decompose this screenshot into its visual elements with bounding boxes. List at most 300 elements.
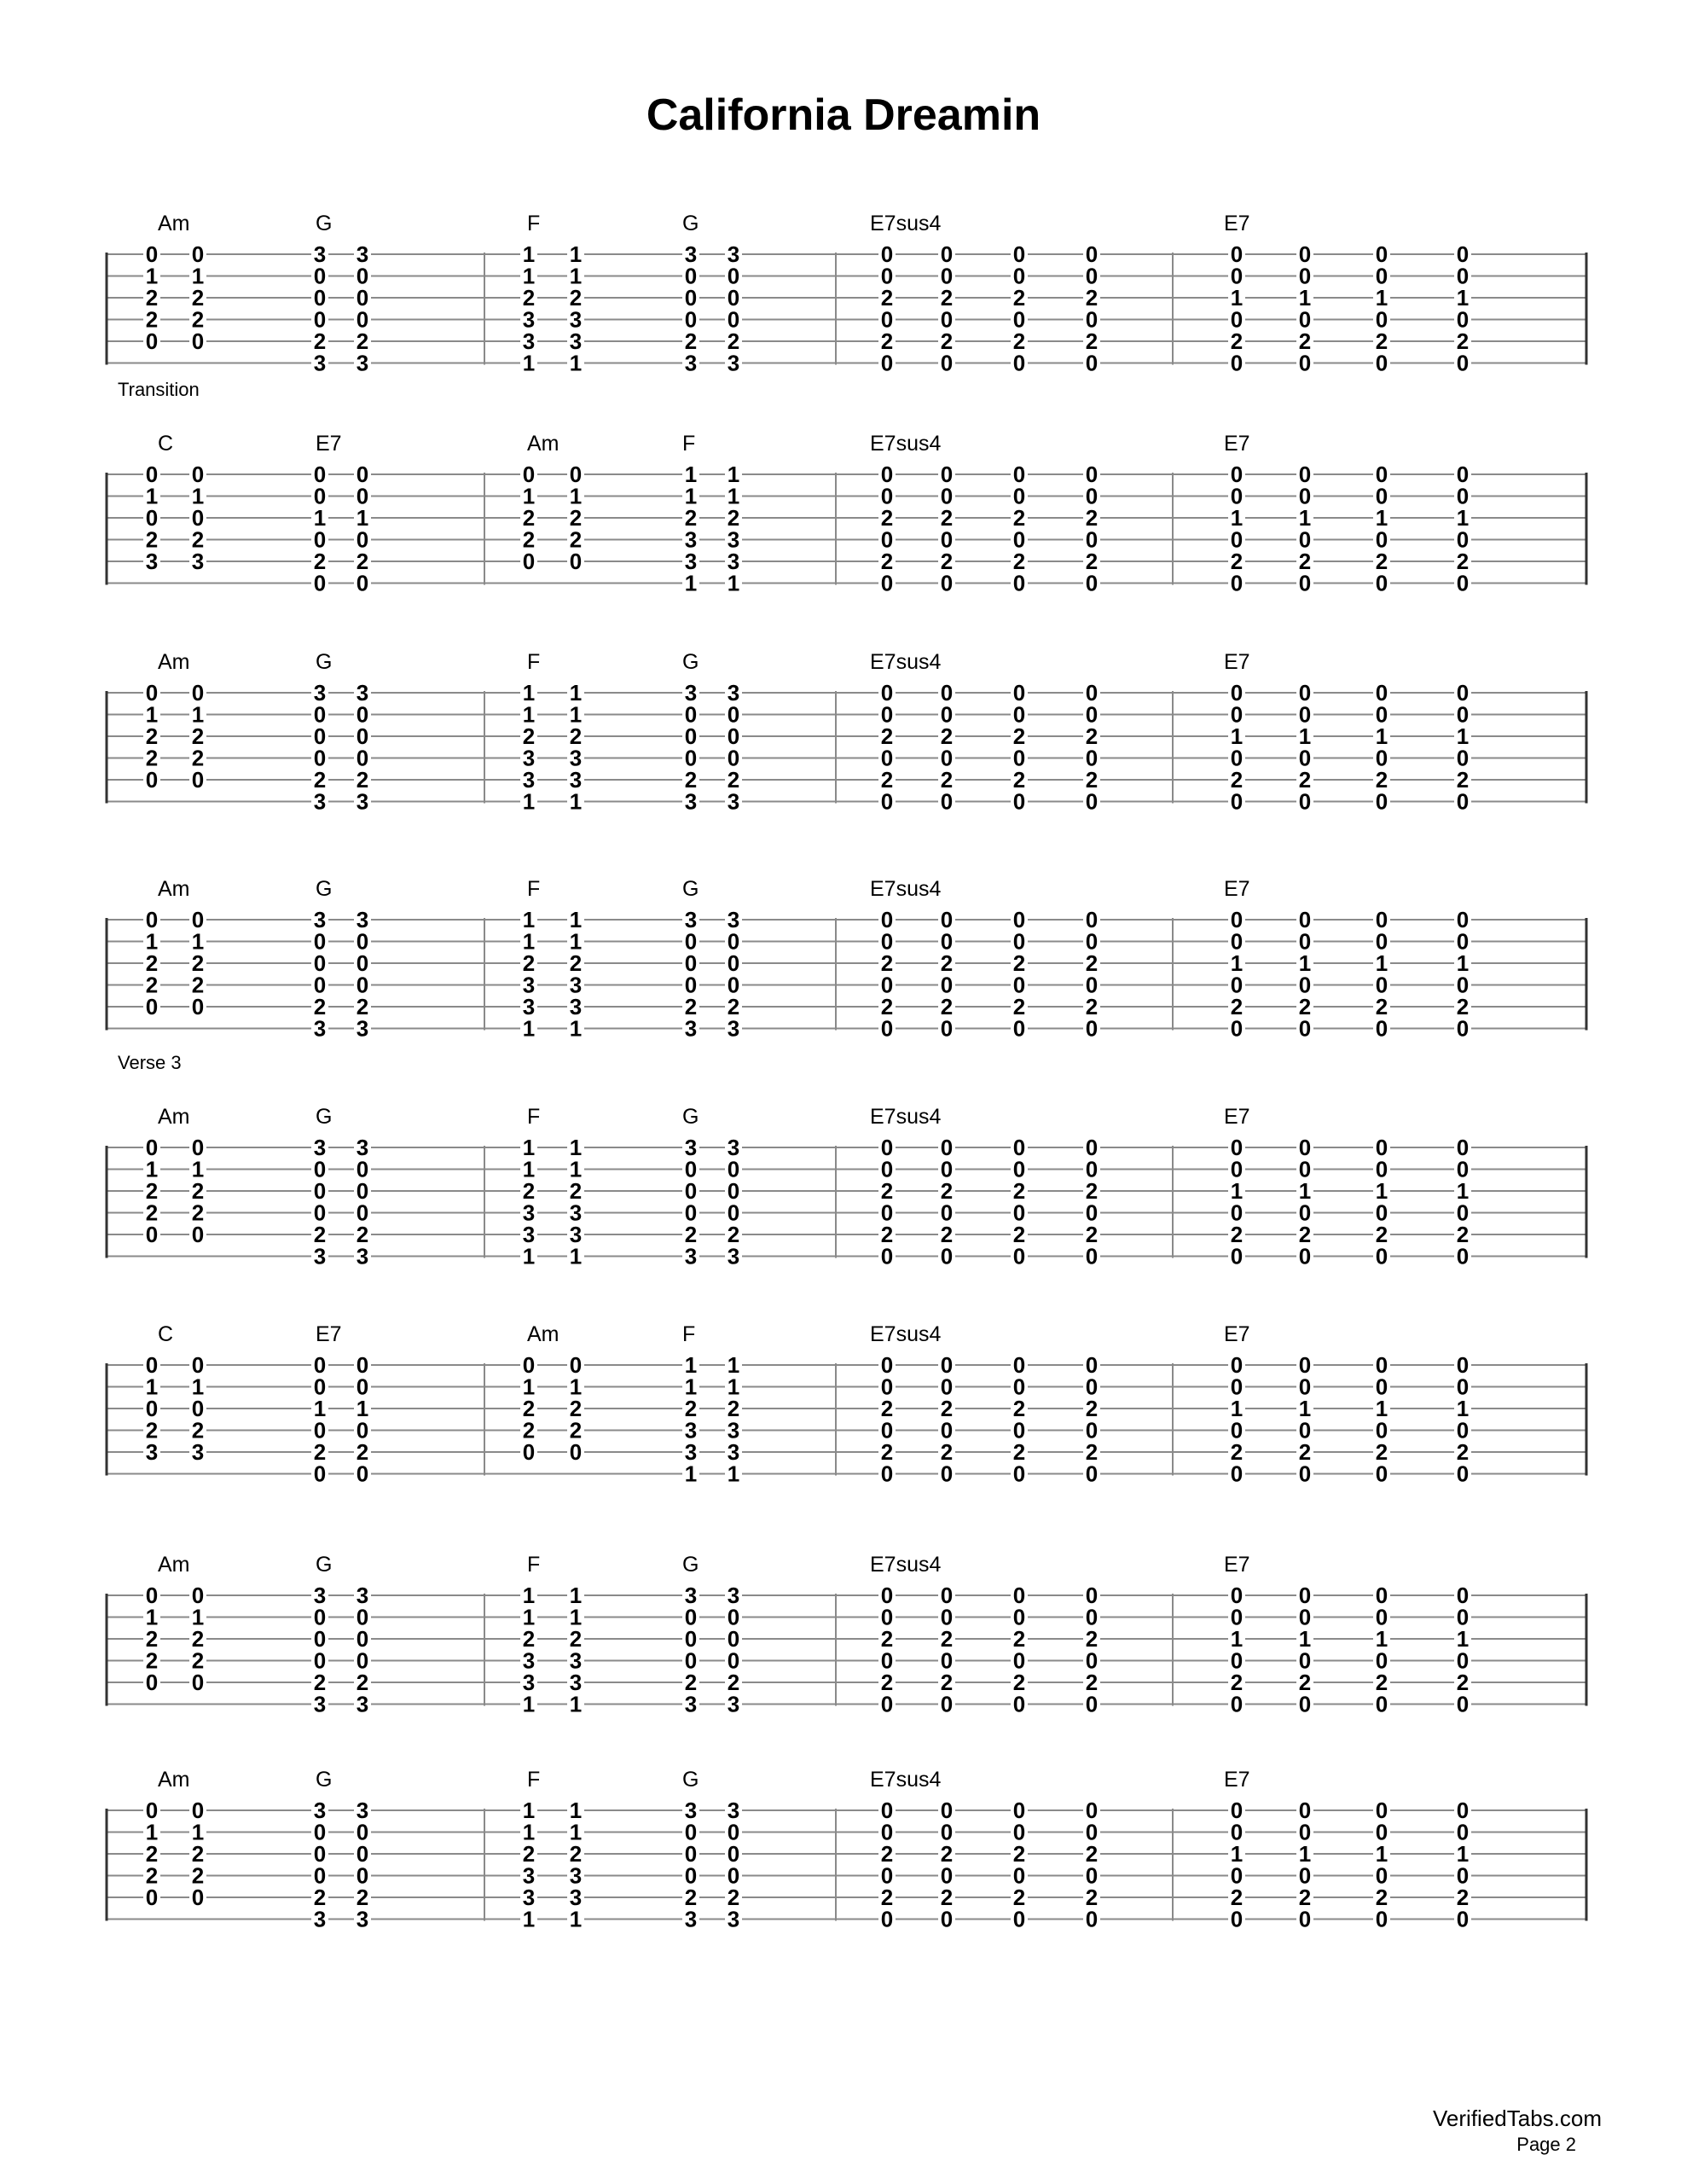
fret-number: 0 <box>880 1604 894 1630</box>
fret-number: 0 <box>1012 788 1026 815</box>
fret-number: 0 <box>684 1626 698 1652</box>
fret-number: 0 <box>1456 1374 1470 1400</box>
fret-number: 2 <box>1298 1670 1312 1695</box>
fret-number: 0 <box>727 1604 740 1630</box>
fret-number: 0 <box>1298 788 1312 815</box>
fret-number: 0 <box>1012 1461 1026 1487</box>
fret-number: 2 <box>569 285 583 311</box>
fret-number: 0 <box>1456 1417 1470 1443</box>
fret-number: 2 <box>684 505 698 531</box>
chord-label: G <box>682 212 699 235</box>
fret-number: 0 <box>940 1243 954 1269</box>
fret-number: 0 <box>1085 1604 1099 1630</box>
fret-number: 0 <box>191 328 205 354</box>
fret-number: 0 <box>880 462 894 487</box>
fret-number: 0 <box>1012 570 1026 596</box>
fret-number: 0 <box>1456 483 1470 509</box>
fret-number: 1 <box>522 1604 536 1630</box>
fret-number: 2 <box>1298 1222 1312 1247</box>
fret-number: 2 <box>313 767 327 793</box>
fret-number: 2 <box>1012 505 1026 531</box>
fret-number: 2 <box>356 1885 369 1910</box>
fret-number: 0 <box>313 1417 327 1443</box>
fret-number: 3 <box>727 1691 740 1717</box>
fret-number: 0 <box>356 1352 369 1378</box>
fret-number: 0 <box>940 680 954 706</box>
fret-number: 2 <box>145 1862 159 1889</box>
fret-number: 2 <box>880 1626 894 1652</box>
fret-number: 0 <box>1012 462 1026 487</box>
fret-number: 0 <box>191 462 205 487</box>
fret-number: 0 <box>1375 306 1388 333</box>
fret-number: 3 <box>356 907 369 932</box>
page-title: California Dreamin <box>646 90 1041 140</box>
fret-number: 0 <box>727 263 740 289</box>
fret-number: 0 <box>1298 1417 1312 1443</box>
fret-number: 0 <box>1230 1604 1244 1630</box>
fret-number: 0 <box>940 1647 954 1674</box>
fret-number: 2 <box>880 1670 894 1695</box>
fret-number: 0 <box>356 1841 369 1867</box>
fret-number: 0 <box>880 907 894 932</box>
fret-number: 2 <box>684 328 698 354</box>
fret-number: 0 <box>1085 1862 1099 1889</box>
fret-number: 2 <box>880 549 894 574</box>
fret-number: 0 <box>1230 1135 1244 1160</box>
fret-number: 2 <box>569 1417 583 1443</box>
fret-number: 0 <box>1085 680 1099 706</box>
fret-number: 1 <box>522 1243 536 1269</box>
fret-number: 2 <box>1456 767 1470 793</box>
fret-number: 1 <box>522 1156 536 1182</box>
fret-number: 0 <box>1456 972 1470 998</box>
fret-number: 0 <box>1012 1819 1026 1845</box>
fret-number: 2 <box>1085 1841 1099 1867</box>
fret-number: 3 <box>356 1243 369 1269</box>
fret-number: 0 <box>1298 483 1312 509</box>
fret-number: 0 <box>313 950 327 976</box>
fret-number: 1 <box>569 1819 583 1845</box>
fret-number: 0 <box>880 570 894 596</box>
fret-number: 0 <box>1012 483 1026 509</box>
fret-number: 1 <box>522 928 536 955</box>
fret-number: 3 <box>313 1583 327 1608</box>
fret-number: 3 <box>684 1798 698 1823</box>
fret-number: 2 <box>313 1439 327 1465</box>
chord-label: E7 <box>1224 1768 1250 1792</box>
fret-number: 2 <box>1085 549 1099 574</box>
fret-number: 0 <box>313 1626 327 1652</box>
fret-number: 0 <box>880 1691 894 1717</box>
fret-number: 0 <box>880 1135 894 1160</box>
fret-number: 0 <box>313 1819 327 1845</box>
fret-number: 3 <box>684 788 698 815</box>
fret-number: 0 <box>1375 1243 1388 1269</box>
fret-number: 0 <box>940 1015 954 1042</box>
fret-number: 0 <box>1230 570 1244 596</box>
fret-number: 0 <box>1012 350 1026 376</box>
fret-number: 0 <box>880 1156 894 1182</box>
fret-number: 1 <box>1230 723 1244 749</box>
fret-number: 0 <box>1085 483 1099 509</box>
fret-number: 1 <box>727 1374 740 1400</box>
fret-number: 0 <box>880 483 894 509</box>
fret-number: 1 <box>1375 1626 1388 1652</box>
fret-number: 0 <box>522 1352 536 1378</box>
fret-number: 0 <box>940 350 954 376</box>
tab-staff <box>107 212 1586 376</box>
fret-number: 0 <box>1085 241 1099 267</box>
fret-number: 0 <box>356 1647 369 1674</box>
fret-number: 2 <box>145 972 159 998</box>
fret-number: 0 <box>313 526 327 553</box>
fret-number: 0 <box>1298 972 1312 998</box>
fret-number: 0 <box>313 306 327 333</box>
fret-number: 0 <box>684 1199 698 1226</box>
chord-label: G <box>316 212 333 235</box>
fret-number: 1 <box>569 1906 583 1932</box>
fret-number: 2 <box>145 285 159 311</box>
chord-label: F <box>682 432 696 456</box>
fret-number: 0 <box>684 972 698 998</box>
fret-number: 0 <box>1230 263 1244 289</box>
fret-number: 1 <box>569 350 583 376</box>
fret-number: 0 <box>145 1670 159 1695</box>
fret-number: 0 <box>940 788 954 815</box>
fret-number: 0 <box>880 1417 894 1443</box>
fret-number: 3 <box>522 1670 536 1695</box>
fret-number: 2 <box>727 1222 740 1247</box>
fret-number: 0 <box>569 1352 583 1378</box>
fret-number: 1 <box>522 1691 536 1717</box>
fret-number: 0 <box>1375 350 1388 376</box>
fret-number: 2 <box>522 505 536 531</box>
fret-number: 0 <box>1012 972 1026 998</box>
chord-label: Am <box>527 1322 559 1346</box>
fret-number: 0 <box>940 907 954 932</box>
fret-number: 0 <box>1456 1156 1470 1182</box>
fret-number: 0 <box>1298 1906 1312 1932</box>
fret-number: 0 <box>1298 1352 1312 1378</box>
fret-number: 2 <box>1012 549 1026 574</box>
fret-number: 0 <box>1375 1604 1388 1630</box>
fret-number: 0 <box>1298 1015 1312 1042</box>
fret-number: 0 <box>1012 263 1026 289</box>
fret-number: 0 <box>1230 1691 1244 1717</box>
fret-number: 1 <box>569 928 583 955</box>
fret-number: 0 <box>191 907 205 932</box>
fret-number: 0 <box>1085 306 1099 333</box>
fret-number: 1 <box>727 1352 740 1378</box>
fret-number: 1 <box>313 1396 327 1421</box>
fret-number: 1 <box>1298 1841 1312 1867</box>
fret-number: 0 <box>1375 1417 1388 1443</box>
fret-number: 3 <box>727 788 740 815</box>
fret-number: 0 <box>1375 928 1388 955</box>
fret-number: 3 <box>356 1135 369 1160</box>
fret-number: 0 <box>1298 462 1312 487</box>
fret-number: 3 <box>569 1222 583 1247</box>
fret-number: 0 <box>1085 1243 1099 1269</box>
fret-number: 0 <box>940 1604 954 1630</box>
fret-number: 1 <box>522 1798 536 1823</box>
fret-number: 0 <box>1375 1583 1388 1608</box>
fret-number: 3 <box>684 526 698 553</box>
fret-number: 0 <box>145 1135 159 1160</box>
fret-number: 2 <box>1012 723 1026 749</box>
fret-number: 2 <box>569 1178 583 1204</box>
chord-label: Am <box>158 1553 190 1577</box>
fret-number: 0 <box>1375 1352 1388 1378</box>
fret-number: 0 <box>1375 745 1388 771</box>
fret-number: 2 <box>522 1626 536 1652</box>
fret-number: 3 <box>356 788 369 815</box>
fret-number: 0 <box>684 1647 698 1674</box>
fret-number: 1 <box>522 680 536 706</box>
fret-number: 3 <box>313 788 327 815</box>
fret-number: 0 <box>313 462 327 487</box>
chord-label: C <box>158 1322 174 1346</box>
fret-number: 3 <box>522 306 536 333</box>
fret-number: 0 <box>940 306 954 333</box>
fret-number: 2 <box>1085 994 1099 1019</box>
fret-number: 0 <box>1375 1862 1388 1889</box>
fret-number: 3 <box>522 1199 536 1226</box>
fret-number: 1 <box>569 1243 583 1269</box>
fret-number: 1 <box>1230 1626 1244 1652</box>
fret-number: 2 <box>145 1626 159 1652</box>
fret-number: 3 <box>727 1243 740 1269</box>
fret-number: 0 <box>1085 1015 1099 1042</box>
fret-number: 0 <box>727 1199 740 1226</box>
fret-number: 0 <box>684 1862 698 1889</box>
fret-number: 2 <box>1085 1670 1099 1695</box>
fret-number: 1 <box>1456 285 1470 311</box>
fret-number: 0 <box>1230 1243 1244 1269</box>
fret-number: 0 <box>1298 526 1312 553</box>
fret-number: 0 <box>1298 1647 1312 1674</box>
fret-number: 0 <box>356 285 369 311</box>
fret-number: 0 <box>1375 1156 1388 1182</box>
fret-number: 0 <box>684 285 698 311</box>
fret-number: 2 <box>191 1178 205 1204</box>
fret-number: 2 <box>313 328 327 354</box>
fret-number: 0 <box>1230 1352 1244 1378</box>
fret-number: 0 <box>1456 1906 1470 1932</box>
fret-number: 2 <box>1375 1670 1388 1695</box>
fret-number: 2 <box>191 285 205 311</box>
fret-number: 0 <box>356 1862 369 1889</box>
fret-number: 0 <box>191 1798 205 1823</box>
fret-number: 3 <box>313 350 327 376</box>
fret-number: 2 <box>684 1396 698 1421</box>
fret-number: 2 <box>684 994 698 1019</box>
fret-number: 0 <box>727 1819 740 1845</box>
tab-staff <box>107 1553 1586 1717</box>
fret-number: 2 <box>1085 285 1099 311</box>
fret-number: 2 <box>1012 1670 1026 1695</box>
fret-number: 1 <box>569 1583 583 1608</box>
fret-number: 2 <box>1456 328 1470 354</box>
fret-number: 1 <box>569 263 583 289</box>
fret-number: 1 <box>191 928 205 955</box>
chord-label: F <box>527 1105 541 1129</box>
fret-number: 0 <box>1375 1374 1388 1400</box>
fret-number: 0 <box>191 505 205 531</box>
fret-number: 3 <box>727 907 740 932</box>
fret-number: 3 <box>569 328 583 354</box>
fret-number: 2 <box>191 1199 205 1226</box>
fret-number: 0 <box>727 972 740 998</box>
fret-number: 3 <box>313 1798 327 1823</box>
fret-number: 2 <box>1012 994 1026 1019</box>
fret-number: 2 <box>1012 1885 1026 1910</box>
fret-number: 0 <box>1298 745 1312 771</box>
fret-number: 2 <box>1230 994 1244 1019</box>
fret-number: 0 <box>191 1583 205 1608</box>
fret-number: 0 <box>1375 1015 1388 1042</box>
chord-label: E7 <box>1224 1553 1250 1577</box>
fret-number: 0 <box>727 1156 740 1182</box>
fret-number: 0 <box>727 1626 740 1652</box>
fret-number: 0 <box>880 306 894 333</box>
fret-number: 0 <box>1012 1906 1026 1932</box>
fret-number: 0 <box>1230 1199 1244 1226</box>
fret-number: 1 <box>1230 1841 1244 1867</box>
fret-number: 1 <box>684 1352 698 1378</box>
chord-label: G <box>316 877 333 901</box>
fret-number: 0 <box>1375 1135 1388 1160</box>
fret-number: 1 <box>684 570 698 596</box>
fret-number: 0 <box>313 1647 327 1674</box>
fret-number: 3 <box>727 1439 740 1465</box>
fret-number: 0 <box>1456 907 1470 932</box>
fret-number: 0 <box>940 462 954 487</box>
fret-number: 2 <box>1012 328 1026 354</box>
fret-number: 2 <box>727 767 740 793</box>
fret-number: 2 <box>356 328 369 354</box>
fret-number: 3 <box>727 1906 740 1932</box>
fret-number: 2 <box>1298 1439 1312 1465</box>
tab-staff <box>107 1768 1586 1932</box>
fret-number: 1 <box>522 350 536 376</box>
fret-number: 1 <box>145 1819 159 1845</box>
fret-number: 0 <box>1375 1819 1388 1845</box>
fret-number: 1 <box>727 483 740 509</box>
fret-number: 0 <box>569 462 583 487</box>
chord-label: E7sus4 <box>870 212 942 235</box>
fret-number: 0 <box>356 1156 369 1182</box>
fret-number: 0 <box>1230 1156 1244 1182</box>
fret-number: 0 <box>727 1862 740 1889</box>
fret-number: 0 <box>313 723 327 749</box>
fret-number: 0 <box>356 570 369 596</box>
fret-number: 2 <box>1375 994 1388 1019</box>
fret-number: 0 <box>191 1352 205 1378</box>
fret-number: 0 <box>313 1604 327 1630</box>
fret-number: 1 <box>569 1691 583 1717</box>
fret-number: 2 <box>1375 1222 1388 1247</box>
fret-number: 3 <box>356 241 369 267</box>
fret-number: 1 <box>191 1604 205 1630</box>
fret-number: 1 <box>145 1374 159 1400</box>
fret-number: 0 <box>1012 1417 1026 1443</box>
fret-number: 0 <box>940 1135 954 1160</box>
fret-number: 1 <box>522 263 536 289</box>
fret-number: 0 <box>1298 1199 1312 1226</box>
fret-number: 0 <box>880 1583 894 1608</box>
fret-number: 0 <box>313 1862 327 1889</box>
fret-number: 3 <box>356 1691 369 1717</box>
fret-number: 0 <box>880 701 894 728</box>
fret-number: 0 <box>1456 745 1470 771</box>
fret-number: 0 <box>1456 306 1470 333</box>
fret-number: 0 <box>145 1798 159 1823</box>
fret-number: 0 <box>1085 928 1099 955</box>
fret-number: 0 <box>940 263 954 289</box>
fret-number: 1 <box>569 907 583 932</box>
fret-number: 1 <box>1298 505 1312 531</box>
fret-number: 1 <box>1456 505 1470 531</box>
fret-number: 2 <box>1085 1885 1099 1910</box>
fret-number: 3 <box>522 1885 536 1910</box>
fret-number: 3 <box>569 1862 583 1889</box>
fret-number: 2 <box>1375 767 1388 793</box>
fret-number: 0 <box>522 549 536 574</box>
fret-number: 0 <box>1230 350 1244 376</box>
fret-number: 2 <box>1012 950 1026 976</box>
fret-number: 0 <box>191 1396 205 1421</box>
fret-number: 2 <box>880 994 894 1019</box>
fret-number: 0 <box>1085 570 1099 596</box>
fret-number: 0 <box>313 1461 327 1487</box>
fret-number: 0 <box>1230 907 1244 932</box>
fret-number: 0 <box>1085 1647 1099 1674</box>
fret-number: 0 <box>1085 1135 1099 1160</box>
fret-number: 0 <box>1298 701 1312 728</box>
fret-number: 3 <box>727 1015 740 1042</box>
fret-number: 1 <box>569 241 583 267</box>
fret-number: 3 <box>727 1798 740 1823</box>
fret-number: 2 <box>1298 994 1312 1019</box>
chord-label: E7 <box>1224 650 1250 674</box>
fret-number: 0 <box>1012 680 1026 706</box>
fret-number: 2 <box>880 285 894 311</box>
fret-number: 0 <box>1298 1156 1312 1182</box>
tab-staff <box>107 650 1586 815</box>
fret-number: 0 <box>940 1374 954 1400</box>
fret-number: 0 <box>940 1798 954 1823</box>
fret-number: 0 <box>880 972 894 998</box>
chord-label: Am <box>158 877 190 901</box>
fret-number: 3 <box>684 1691 698 1717</box>
fret-number: 1 <box>569 1374 583 1400</box>
fret-number: 0 <box>313 1178 327 1204</box>
fret-number: 0 <box>1085 745 1099 771</box>
chord-label: E7sus4 <box>870 1105 942 1129</box>
fret-number: 0 <box>1085 907 1099 932</box>
fret-number: 0 <box>145 1352 159 1378</box>
fret-number: 0 <box>1230 1819 1244 1845</box>
chord-label: E7 <box>1224 1322 1250 1346</box>
fret-number: 0 <box>684 928 698 955</box>
fret-number: 0 <box>191 1670 205 1695</box>
fret-number: 0 <box>356 462 369 487</box>
fret-number: 3 <box>569 767 583 793</box>
fret-number: 1 <box>727 1461 740 1487</box>
fret-number: 2 <box>940 1626 954 1652</box>
fret-number: 1 <box>569 788 583 815</box>
